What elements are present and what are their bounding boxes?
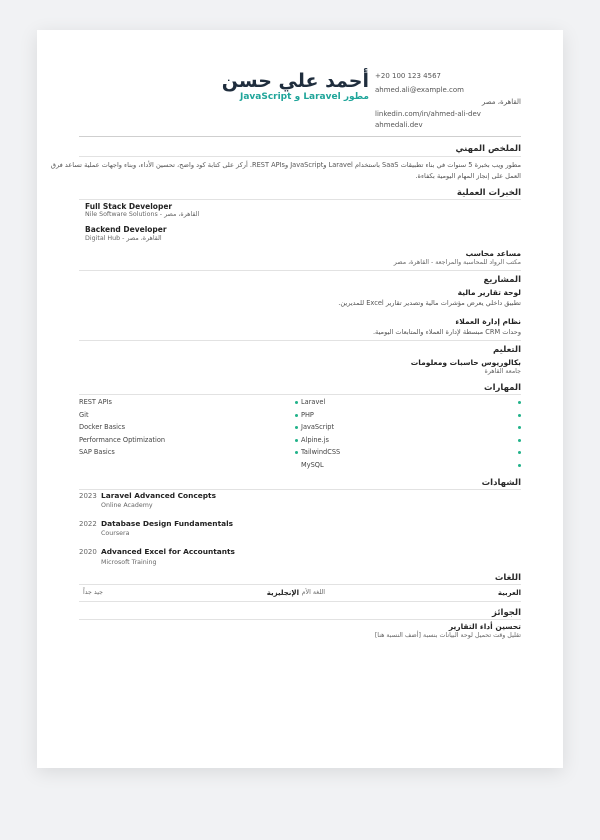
experience-company: Nile Software Solutions - القاهرة، مصر <box>85 211 200 218</box>
language-name: العربية <box>497 589 521 597</box>
bullet-icon <box>518 426 521 429</box>
skills-divider <box>79 394 521 395</box>
certificate-year: 2023 <box>79 492 97 500</box>
project-name: نظام إدارة العملاء <box>455 317 521 326</box>
bullet-icon <box>518 401 521 404</box>
skill-item: Alpine.js <box>301 436 329 444</box>
bullet-icon <box>295 414 298 417</box>
certificates-title: الشهادات <box>481 478 521 488</box>
bullet-icon <box>518 439 521 442</box>
language-name: الإنجليزية <box>266 589 299 597</box>
job-title: مطور Laravel و JavaScript <box>239 92 369 102</box>
bullet-icon <box>518 464 521 467</box>
education-title: التعليم <box>493 345 521 355</box>
bullet-icon <box>295 451 298 454</box>
skills-title: المهارات <box>484 383 521 393</box>
summary-line-2: العمل على إنجاز المهام اليومية بكفاءة. <box>415 172 521 180</box>
projects-top-divider <box>79 270 521 271</box>
certificate-issuer: Coursera <box>101 530 130 537</box>
project-desc: وحدات CRM مبسطة لإدارة العملاء والمتابعات اليومية. <box>372 328 521 336</box>
experience-role: Backend Developer <box>85 225 167 234</box>
bullet-icon <box>518 414 521 417</box>
experience-role: مساعد محاسب <box>465 249 521 258</box>
awards-divider <box>79 619 521 620</box>
skill-item: TailwindCSS <box>301 448 341 456</box>
skill-item: REST APIs <box>79 398 112 406</box>
certificate-year: 2020 <box>79 548 97 556</box>
experience-divider <box>79 199 521 200</box>
certificate-issuer: Microsoft Training <box>101 559 157 566</box>
resume-page <box>37 30 563 768</box>
project-name: لوحة تقارير مالية <box>457 288 521 297</box>
skill-item: Git <box>79 411 89 419</box>
header-divider <box>79 136 521 137</box>
education-degree: بكالوريوس حاسبات ومعلومات <box>410 358 521 367</box>
certificate-name: Laravel Advanced Concepts <box>101 491 216 500</box>
languages-divider <box>79 584 521 585</box>
bullet-icon <box>518 451 521 454</box>
project-desc: تطبيق داخلي يعرض مؤشرات مالية وتصدير تقارير Excel للمديرين. <box>338 299 521 307</box>
languages-bottom-divider <box>79 601 521 602</box>
skill-item: Performance Optimization <box>79 436 166 444</box>
skill-item: SAP Basics <box>79 448 115 456</box>
certificate-year: 2022 <box>79 520 97 528</box>
experience-role: Full Stack Developer <box>85 202 173 211</box>
bullet-icon <box>295 426 298 429</box>
language-level: جيد جداً <box>82 589 103 596</box>
website: ahmedali.dev <box>375 121 423 129</box>
full-name: أحمد علي حسن <box>221 70 369 92</box>
summary-line-1: مطور ويب بخبرة 5 سنوات في بناء تطبيقات SaaS باستخدام Laravel وJavaScript وREST APIs. أركز على كتابة كود واضح، تحسين الأداء، وبناء واجهات عملية تساعد فرق <box>50 161 521 169</box>
linkedin: linkedin.com/in/ahmed-ali-dev <box>375 110 481 118</box>
certificate-name: Database Design Fundamentals <box>101 519 234 528</box>
skill-item: MySQL <box>301 461 324 469</box>
phone: +20 100 123 4567 <box>375 72 441 80</box>
bullet-icon <box>295 401 298 404</box>
languages-title: اللغات <box>494 573 521 583</box>
skill-item: PHP <box>301 411 314 419</box>
language-level: اللغة الأم <box>301 589 325 596</box>
certificates-divider <box>79 489 521 490</box>
summary-divider <box>79 156 521 157</box>
experience-company: Digital Hub - القاهرة، مصر <box>85 235 162 242</box>
education-school: جامعة القاهرة <box>484 368 521 375</box>
summary-title: الملخص المهني <box>455 144 521 154</box>
bullet-icon <box>295 439 298 442</box>
skill-item: Laravel <box>301 398 326 406</box>
certificate-issuer: Online Academy <box>101 502 153 509</box>
projects-title: المشاريع <box>483 275 521 285</box>
awards-title: الجوائز <box>492 608 521 618</box>
experience-title: الخبرات العملية <box>456 188 521 198</box>
award-desc: تقليل وقت تحميل لوحة البيانات بنسبة [أضف النسبة هنا] <box>374 632 521 639</box>
email: ahmed.ali@example.com <box>375 86 465 94</box>
skill-item: JavaScript <box>301 423 335 431</box>
certificate-name: Advanced Excel for Accountants <box>101 547 235 556</box>
experience-company: مكتب الرواد للمحاسبة والمراجعة - القاهرة، مصر <box>393 259 521 266</box>
education-top-divider <box>79 340 521 341</box>
award-name: تحسين أداء التقارير <box>448 622 521 631</box>
skill-item: Docker Basics <box>79 423 126 431</box>
location: القاهرة، مصر <box>481 98 521 106</box>
